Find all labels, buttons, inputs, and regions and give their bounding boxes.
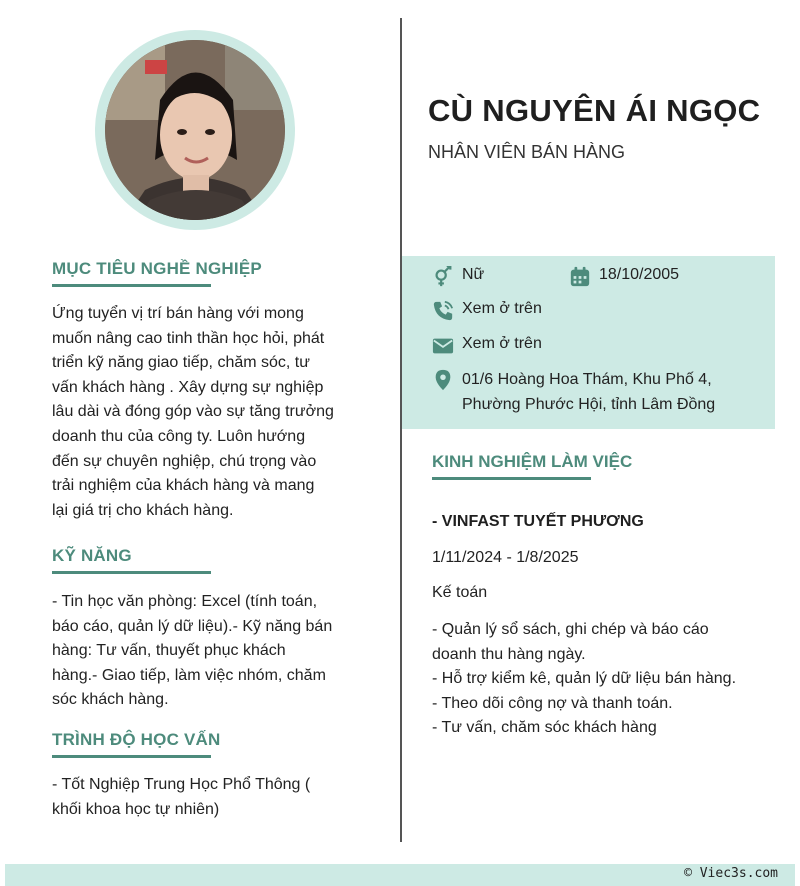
objective-line: Ứng tuyển vị trí bán hàng với mong — [52, 305, 304, 322]
skills-line: - Tin học văn phòng: Excel (tính toán, — [52, 593, 318, 610]
gender-row — [432, 266, 484, 288]
education-line: khối khoa học tự nhiên) — [52, 800, 220, 818]
gender-icon — [432, 266, 454, 288]
duty-line: - Hỗ trợ kiểm kê, quản lý dữ liệu bán hàng. — [432, 670, 737, 688]
objective-line: triển kỹ năng giao tiếp, chăm sóc, tư — [52, 354, 310, 372]
email-value: Xem ở trên — [462, 335, 542, 352]
avatar-frame — [95, 30, 295, 230]
column-divider — [400, 18, 402, 842]
candidate-job-title: NHÂN VIÊN BÁN HÀNG — [428, 142, 626, 162]
email-row — [432, 335, 542, 357]
education-heading: TRÌNH ĐỘ HỌC VẤN — [52, 730, 221, 749]
footer-credit: © Viec3s.com — [684, 866, 778, 881]
phone-icon — [432, 300, 454, 322]
avatar-photo — [105, 40, 285, 220]
skills-rule — [52, 571, 211, 574]
duty-line: - Theo dõi công nợ và thanh toán. — [432, 694, 673, 712]
gender-value: Nữ — [462, 266, 485, 283]
address-line: Phường Phước Hội, tỉnh Lâm Đồng — [462, 395, 716, 413]
career-objective-rule — [52, 284, 211, 287]
address-value — [462, 368, 715, 417]
birthdate-value: 18/10/2005 — [599, 266, 680, 283]
skills-text — [52, 590, 352, 713]
calendar-icon — [569, 266, 591, 288]
skills-line: hàng.- Giao tiếp, làm việc nhóm, chăm — [52, 666, 326, 684]
work-experience-rule — [432, 477, 591, 480]
duty-line: - Quản lý sổ sách, ghi chép và báo cáo — [432, 621, 709, 638]
duty-line: - Tư vấn, chăm sóc khách hàng — [432, 719, 657, 737]
education-text — [52, 773, 352, 822]
objective-line: muốn nâng cao tinh thần học hỏi, phát — [52, 329, 325, 347]
company-name: - VINFAST TUYẾT PHƯƠNG — [432, 513, 644, 530]
objective-line: lại giá trị cho khách hàng. — [52, 501, 234, 519]
address-row — [432, 369, 715, 417]
career-objective-heading: MỤC TIÊU NGHỀ NGHIỆP — [52, 259, 262, 278]
duty-line: doanh thu hàng ngày. — [432, 645, 586, 663]
skills-heading: KỸ NĂNG — [52, 546, 132, 565]
skills-line: báo cáo, quản lý dữ liệu).- Kỹ năng bán — [52, 617, 333, 635]
birthdate-row — [569, 266, 679, 288]
education-line: - Tốt Nghiệp Trung Học Phổ Thông ( — [52, 776, 311, 793]
work-experience-heading: KINH NGHIỆM LÀM VIỆC — [432, 452, 633, 471]
objective-line: lâu dài và đóng góp vào sự tăng trưởng — [52, 403, 334, 421]
skills-line: sóc khách hàng. — [52, 691, 169, 709]
location-pin-icon — [432, 369, 454, 391]
employment-period: 1/11/2024 - 1/8/2025 — [432, 549, 579, 566]
objective-line: vấn khách hàng . Xây dựng sự nghiệp — [52, 378, 324, 396]
address-line: 01/6 Hoàng Hoa Thám, Khu Phố 4, — [462, 371, 712, 388]
objective-line: đến sự chuyên nghiệp, chú trọng vào — [52, 452, 317, 470]
objective-line: trải nghiệm của khách hàng và mang — [52, 477, 315, 495]
phone-row — [432, 300, 542, 322]
email-icon — [432, 335, 454, 357]
job-duties — [432, 618, 772, 741]
avatar — [105, 40, 285, 220]
job-role: Kế toán — [432, 584, 488, 601]
career-objective-text — [52, 302, 352, 523]
footer-bar — [5, 864, 795, 886]
candidate-name: CÙ NGUYÊN ÁI NGỌC — [428, 93, 761, 128]
education-rule — [52, 755, 211, 758]
phone-value: Xem ở trên — [462, 300, 542, 317]
skills-line: hàng: Tư vấn, thuyết phục khách — [52, 642, 286, 660]
objective-line: doanh thu của công ty. Luôn hướng — [52, 427, 306, 445]
